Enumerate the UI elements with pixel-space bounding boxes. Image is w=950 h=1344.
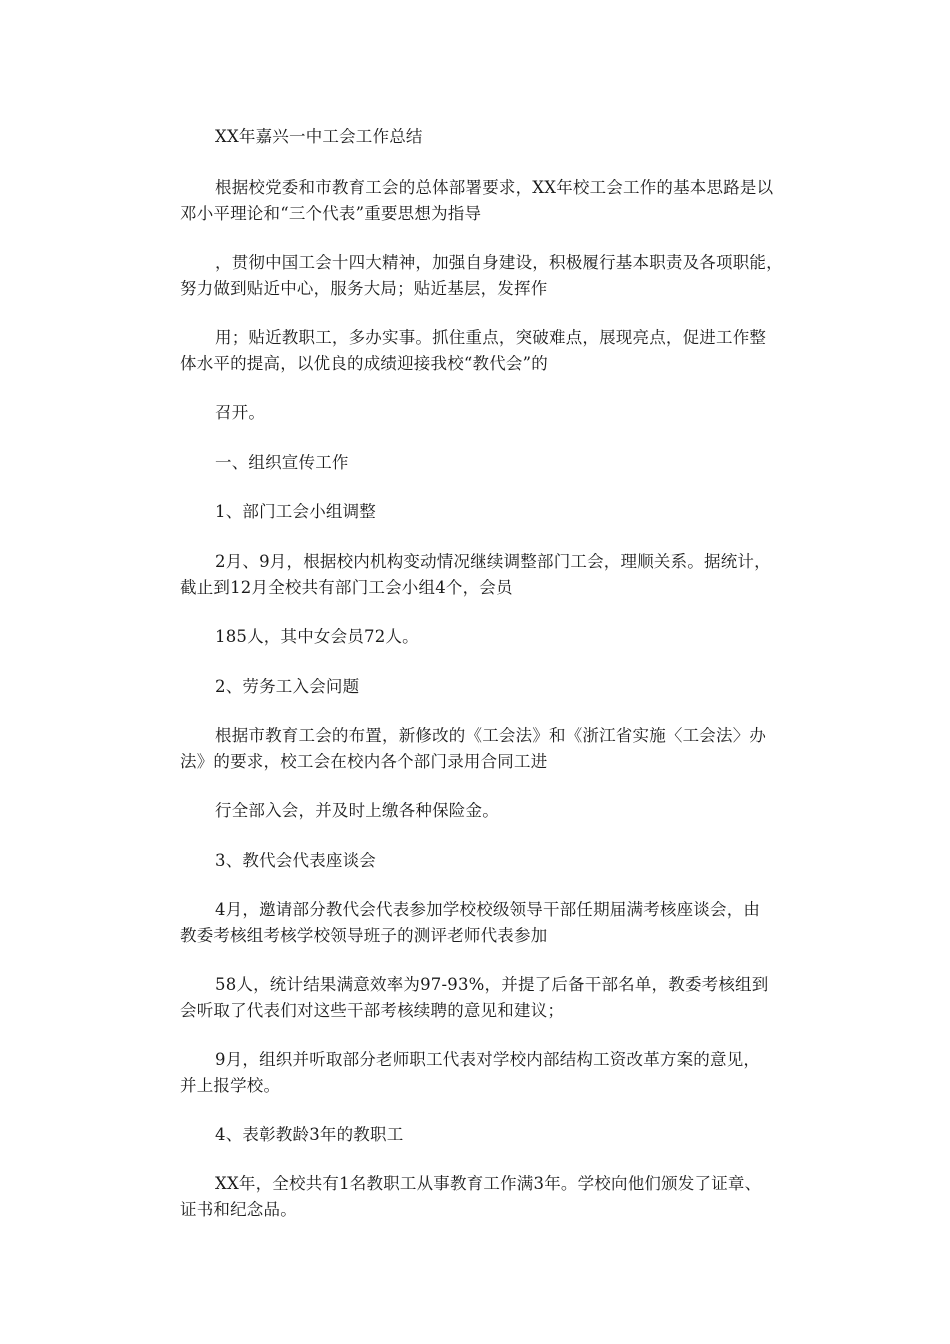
section-heading: 一、组织宣传工作: [215, 453, 349, 472]
paragraph-line: 会听取了代表们对这些干部考核续聘的意见和建议；: [180, 1001, 565, 1020]
paragraph-line: ，贯彻中国工会十四大精神，加强自身建设，积极履行基本职责及各项职能，: [215, 253, 783, 272]
paragraph-line: 58人，统计结果满意效率为97-93%，并提了后备干部名单，教委考核组到: [215, 975, 769, 994]
paragraph-line: 证书和纪念品。: [180, 1200, 297, 1219]
subsection-heading: 2、劳务工入会问题: [215, 677, 360, 696]
paragraph-line: 法》的要求，校工会在校内各个部门录用合同工进: [180, 752, 548, 771]
paragraph-line: 根据市教育工会的布置，新修改的《工会法》和《浙江省实施〈工会法〉办: [215, 726, 767, 745]
paragraph-line: 教委考核组考核学校领导班子的测评老师代表参加: [180, 926, 548, 945]
paragraph-line: 努力做到贴近中心，服务大局；贴近基层，发挥作: [180, 279, 548, 298]
paragraph-line: 行全部入会，并及时上缴各种保险金。: [215, 801, 499, 820]
paragraph-line: 用；贴近教职工，多办实事。抓住重点，突破难点，展现亮点，促进工作整: [215, 328, 767, 347]
paragraph-line: 根据校党委和市教育工会的总体部署要求，XX年校工会工作的基本思路是以: [215, 178, 774, 197]
paragraph-line: 召开。: [215, 403, 266, 422]
paragraph-line: 185人，其中女会员72人。: [215, 627, 419, 646]
paragraph-line: 体水平的提高，以优良的成绩迎接我校“教代会”的: [180, 354, 548, 373]
paragraph-line: 截止到12月全校共有部门工会小组4个，会员: [180, 578, 513, 597]
paragraph-line: 9月，组织并听取部分老师职工代表对学校内部结构工资改革方案的意见，: [215, 1050, 761, 1069]
paragraph-line: 4月，邀请部分教代会代表参加学校校级领导干部任期届满考核座谈会，由: [215, 900, 761, 919]
subsection-heading: 3、教代会代表座谈会: [215, 851, 376, 870]
subsection-heading: 4、表彰教龄3年的教职工: [215, 1125, 404, 1144]
paragraph-line: 并上报学校。: [180, 1076, 281, 1095]
paragraph-line: XX年，全校共有1名教职工从事教育工作满3年。学校向他们颁发了证章、: [215, 1174, 762, 1193]
document-title: XX年嘉兴一中工会工作总结: [215, 127, 423, 146]
paragraph-line: 邓小平理论和“三个代表”重要思想为指导: [180, 204, 482, 223]
subsection-heading: 1、部门工会小组调整: [215, 502, 376, 521]
paragraph-line: 2月、9月，根据校内机构变动情况继续调整部门工会，理顺关系。据统计，: [215, 552, 771, 571]
